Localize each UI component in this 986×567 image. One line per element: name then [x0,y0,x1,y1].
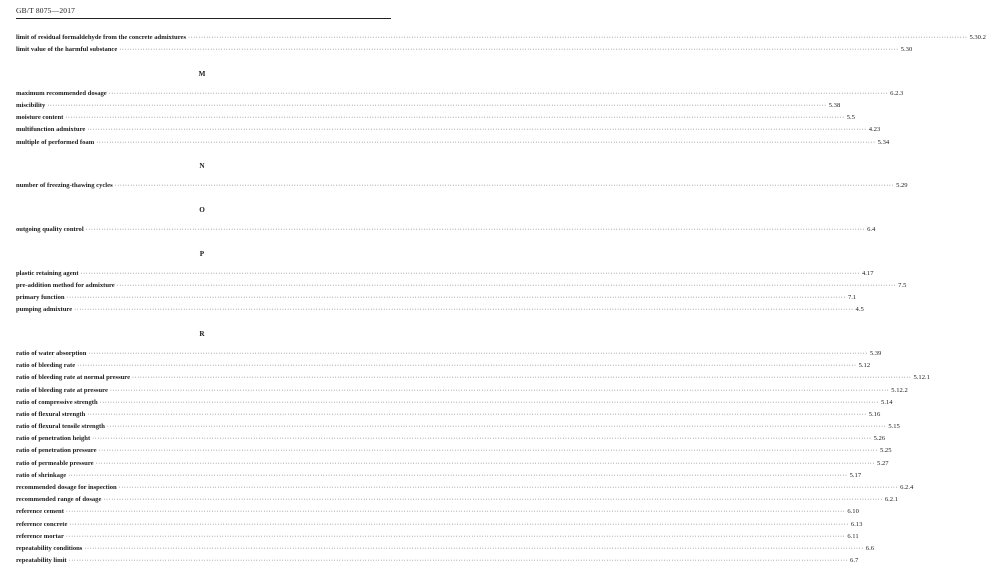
dot-leader: ············································································································································································································································································································ [132,375,912,382]
clause-reference: 5.26 [873,435,886,443]
index-entry [16,494,899,506]
dot-leader: ············································································································································································································································································································ [92,436,872,443]
index-entry [16,137,890,149]
index-section-letter: O [199,206,205,214]
clause-reference: 6.11 [847,532,859,540]
clause-reference: 5.16 [868,410,881,418]
dot-leader: ············································································································································································································································································································ [118,485,899,491]
dot-leader: ············································································································································································································································································································ [65,509,846,516]
clause-reference: 5.30 [900,46,913,54]
dot-leader: ············································································································································································································································································································ [98,448,878,455]
index-term: pre-addition method for admixture [16,281,115,289]
clause-reference: 5.38 [828,102,841,110]
index-entry [16,372,930,384]
index-term: ratio of bleeding rate at normal pressure [16,374,131,382]
clause-reference: 6.2.1 [884,496,899,504]
index-section-letter: M [198,69,206,78]
index-term: maximum recommended dosage [16,89,107,97]
index-entry [16,470,862,482]
index-term: limit value of the harmful substance [16,46,118,54]
index-term: ratio of bleeding rate at pressure [16,386,108,394]
index-entry [16,506,859,518]
dot-leader: ············································································································································································································································································································ [68,558,849,565]
dot-leader: ············································································································································································································································································································ [106,424,887,431]
clause-reference: 5.12.1 [913,374,930,382]
index-term: plastic retaining agent [16,269,79,277]
dot-leader: ············································································································································································································································································································ [108,90,889,97]
index-term: ratio of flexural strength [16,410,86,418]
clause-reference: 5.25 [879,447,892,455]
index-section-letter: N [199,162,205,171]
header-rule [16,18,391,19]
dot-leader: ············································································································································································································································································································ [109,387,890,394]
index-entry [16,304,864,316]
index-entry [16,458,889,470]
index-term: ratio of flexural tensile strength [16,423,105,431]
dot-leader: ············································································································································································································································································································ [47,103,827,110]
clause-reference: 6.2.4 [900,484,914,491]
dot-leader: ············································································································································································································································································································ [77,363,857,370]
index-term: reference mortar [16,532,64,540]
index-entry [16,124,881,136]
index-term: repeatability conditions [16,544,83,552]
clause-reference: 4.5 [855,306,864,314]
index-entry [16,433,886,445]
dot-leader: ············································································································································································································································································································ [114,183,895,190]
index-entry [16,44,913,56]
clause-reference: 5.5 [846,114,855,122]
index-term: ratio of penetration pressure [16,447,97,455]
clause-reference: 4.23 [868,126,881,134]
index-entry [16,100,841,112]
index-term: recommended dosage for inspection [16,484,117,491]
index-term: repeatability limit [16,557,67,565]
clause-reference: 6.10 [847,508,859,516]
index-term: ratio of permeable pressure [16,459,94,467]
index-entry [16,445,892,457]
index-term: ratio of compressive strength [16,398,98,406]
index-term: ratio of shrinkage [16,471,67,479]
index-entry [16,32,986,44]
dot-leader: ············································································································································································································································································································ [87,411,867,418]
index-term: ratio of bleeding rate [16,362,76,370]
index-term: moisture content [16,114,64,122]
index-term: miscibility [16,102,46,110]
index-term: multifunction admixture [16,126,86,134]
index-entry [16,268,874,280]
index-entry [16,397,893,409]
index-entry [16,519,863,531]
dot-leader: ············································································································································································································································································································ [99,399,880,406]
clause-reference: 6.13 [850,520,863,528]
index-term: reference concrete [16,520,68,528]
dot-leader: ············································································································································································································································································································ [87,127,867,134]
dot-leader: ············································································································································································································································································································ [68,472,848,479]
index-entry [16,543,875,555]
index-entry [16,112,855,124]
standard-code: GB/T 8075—2017 [16,6,76,15]
dot-leader: ············································································································································································································································································································ [84,545,864,552]
dot-leader: ············································································································································································································································································································ [69,521,849,528]
dot-leader: ············································································································································································································································································································ [88,350,868,357]
dot-leader: ············································································································································································································································································································ [103,497,883,504]
index-section-letter: R [199,329,205,338]
dot-leader: ············································································································································································································································································································ [96,139,876,146]
index-entry [16,292,857,304]
index-term: ratio of penetration height [16,435,91,443]
clause-reference: 6.2.3 [890,89,904,97]
dot-leader: ············································································································································································································································································································ [66,295,846,302]
clause-reference: 4.17 [861,269,874,277]
clause-reference: 5.12.2 [891,386,908,394]
index-term: number of freezing-thawing cycles [16,182,113,190]
dot-leader: ············································································································································································································································································································ [65,115,845,122]
index-entry [16,531,859,543]
dot-leader: ············································································································································································································································································································ [80,270,860,277]
index-section-letter: P [199,249,205,258]
index-entry [16,348,882,360]
clause-reference: 5.34 [877,138,890,146]
clause-reference: 6.4 [867,226,876,233]
index-entry [16,482,914,494]
clause-reference: 5.29 [896,182,908,190]
dot-leader: ············································································································································································································································································································ [85,227,866,233]
clause-reference: 5.39 [869,349,882,357]
dot-leader: ············································································································································································································································································································ [188,35,968,41]
index-term: primary function [16,294,65,302]
index-entry [16,409,881,421]
index-term: limit of residual formaldehyde from the concrete admixtures [16,34,187,41]
clause-reference: 5.15 [888,423,900,431]
index-entry [16,180,908,192]
index-entry [16,224,876,236]
index-entry [16,280,907,292]
clause-reference: 5.17 [849,471,862,479]
clause-reference: 7.5 [898,281,907,289]
index-entry [16,360,871,372]
index-term: ratio of water absorption [16,349,87,357]
index-entry [16,88,904,100]
clause-reference: 7.1 [847,294,857,302]
clause-reference: 5.27 [877,459,889,467]
dot-leader: ············································································································································································································································································································ [95,460,876,467]
index-term: pumping admixture [16,306,73,314]
dot-leader: ············································································································································································································································································································ [116,282,897,289]
index-term: outgoing quality control [16,226,84,233]
clause-reference: 6.6 [865,544,875,552]
index-term: recommended range of dosage [16,496,102,504]
index-term: reference cement [16,508,64,516]
dot-leader: ············································································································································································································································································································ [65,533,846,540]
clause-reference: 5.12 [858,362,871,370]
index-entry [16,421,900,433]
index-entry [16,385,908,397]
dot-leader: ············································································································································································································································································································ [74,307,854,314]
clause-reference: 5.30.2 [969,34,986,41]
index-term: multiple of performed foam [16,138,95,146]
clause-reference: 6.7 [850,557,859,565]
clause-reference: 5.14 [881,398,893,406]
index-body [16,32,986,567]
index-entry [16,555,859,567]
dot-leader: ············································································································································································································································································································ [119,47,899,54]
